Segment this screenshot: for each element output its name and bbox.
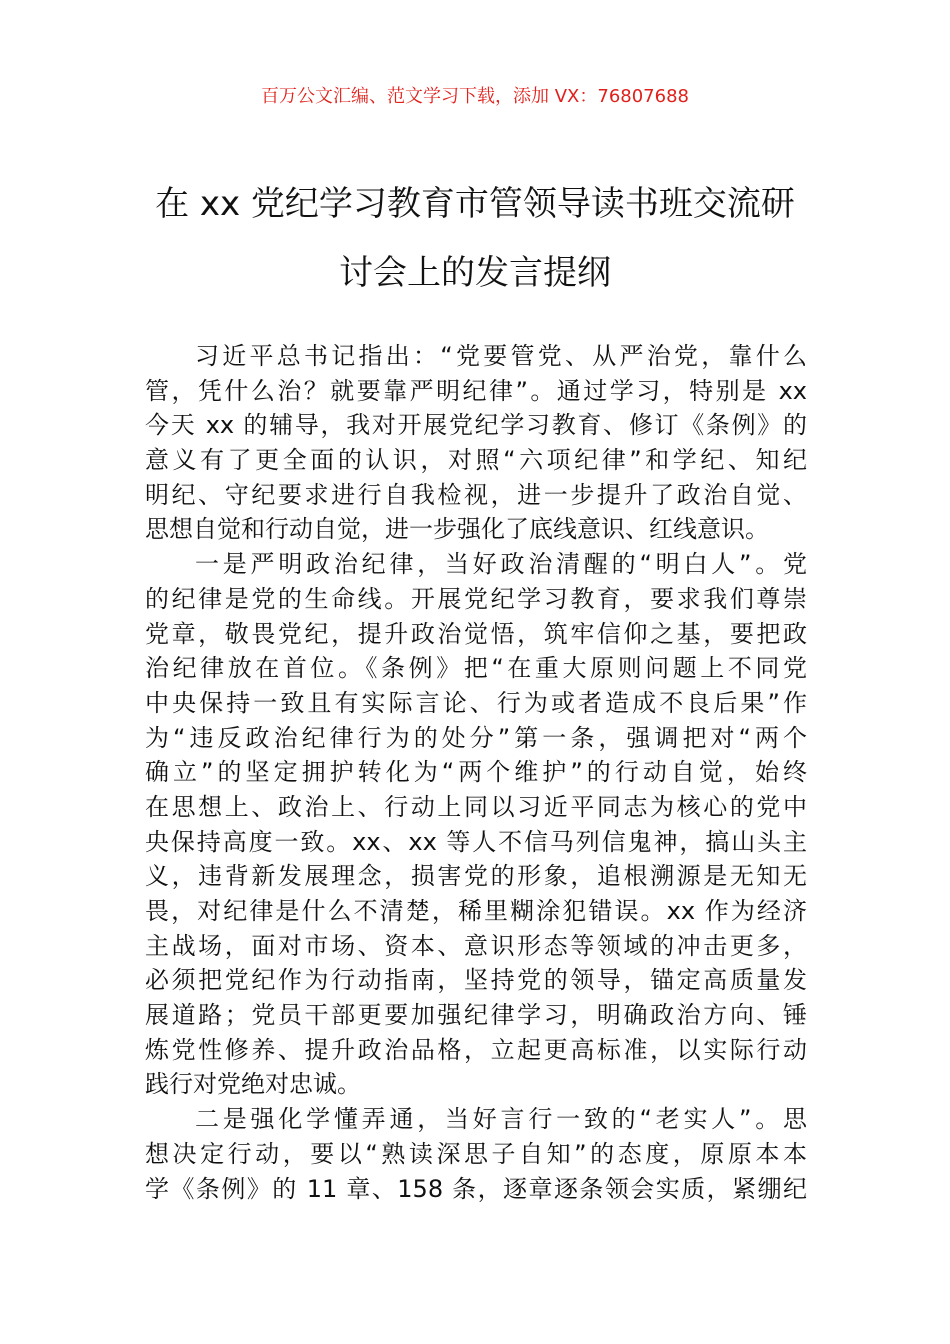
watermark-banner: 百万公文汇编、范文学习下载，添加 VX：76807688	[261, 86, 689, 107]
body-text-line: 确立”的坚定拥护转化为“两个维护”的行动自觉，始终	[145, 758, 807, 787]
body-text-line: 一是严明政治纪律，当好政治清醒的“明白人”。党	[195, 550, 807, 579]
body-text-line: 炼党性修养、提升政治品格，立起更高标准，以实际行动	[145, 1035, 807, 1064]
document-title	[100, 170, 850, 308]
body-text-line: 中央保持一致且有实际言论、行为或者造成不良后果”作	[145, 688, 807, 717]
document-body	[145, 339, 807, 1206]
body-text-line: 思想自觉和行动自觉，进一步强化了底线意识、红线意识。	[145, 515, 769, 544]
body-text-line: 在思想上、政治上、行动上同以习近平同志为核心的党中	[145, 792, 807, 821]
body-text-line: 明纪、守纪要求进行自我检视，进一步提升了政治自觉、	[145, 480, 807, 509]
body-text-line: 畏，对纪律是什么不清楚，稀里糊涂犯错误。xx 作为经济	[145, 897, 807, 925]
body-text-line: 义，违背新发展理念，损害党的形象，追根溯源是无知无	[145, 862, 807, 891]
body-text-line: 习近平总书记指出：“党要管党、从严治党，靠什么	[195, 342, 807, 370]
body-text-line: 意义有了更全面的认识，对照“六项纪律”和学纪、知纪	[145, 446, 807, 475]
body-text-line: 的纪律是党的生命线。开展党纪学习教育，要求我们尊崇	[145, 584, 807, 613]
title-line: 讨会上的发言提纲	[339, 253, 611, 293]
body-text-line: 治纪律放在首位。《条例》把“在重大原则问题上不同党	[145, 654, 807, 683]
body-text-line: 必须把党纪作为行动指南，坚持党的领导，锚定高质量发	[145, 966, 807, 995]
body-text-line: 展道路；党员干部更要加强纪律学习，明确政治方向、锤	[145, 1001, 807, 1030]
body-text-line: 为“违反政治纪律行为的处分”第一条，强调把对“两个	[145, 723, 807, 752]
body-text-line: 主战场，面对市场、资本、意识形态等领域的冲击更多，	[145, 931, 807, 960]
title-line: 在 xx 党纪学习教育市管领导读书班交流研	[155, 184, 795, 224]
body-text-line: 今天 xx 的辅导，我对开展党纪学习教育、修订《条例》的	[145, 411, 807, 440]
body-text-line: 管，凭什么治？就要靠严明纪律”。通过学习，特别是 xx	[145, 376, 807, 405]
body-text-line: 党章，敬畏党纪，提升政治觉悟，筑牢信仰之基，要把政	[145, 619, 807, 648]
body-text-line: 学《条例》的 11 章、158 条，逐章逐条领会实质，紧绷纪	[145, 1174, 807, 1203]
body-text-line: 二是强化学懂弄通，当好言行一致的“老实人”。思	[195, 1105, 807, 1134]
body-text-line: 想决定行动，要以“熟读深思子自知”的态度，原原本本	[145, 1139, 807, 1168]
body-text-line: 央保持高度一致。xx、xx 等人不信马列信鬼神，搞山头主	[145, 827, 807, 856]
body-text-line: 践行对党绝对忠诚。	[145, 1070, 361, 1099]
